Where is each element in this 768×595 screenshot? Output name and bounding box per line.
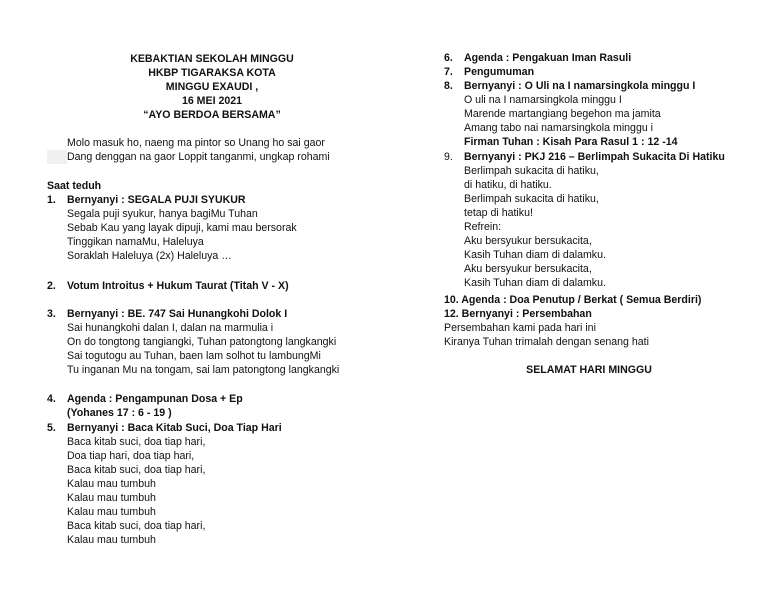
item-number: 7. (444, 66, 453, 78)
highlight-mark (47, 150, 67, 164)
lyric-line: Sai togutogu au Tuhan, baen lam solhot tu lambungMi (67, 350, 321, 362)
lyric-line: Baca kitab suci, doa tiap hari, (67, 464, 206, 476)
lyric-line: Kalau mau tumbuh (67, 506, 156, 518)
item-number: 5. (47, 422, 56, 434)
intro-line: Molo masuk ho, naeng ma pintor so Unang ho sai gaor (67, 137, 325, 149)
firman-tuhan: Firman Tuhan : Kisah Para Rasul 1 : 12 -14 (464, 136, 678, 148)
item-title: Bernyanyi : O Uli na I namarsingkola minggu I (464, 80, 696, 92)
lyric-line: Doa tiap hari, doa tiap hari, (67, 450, 195, 462)
offering-line: Kiranya Tuhan trimalah dengan senang hati (444, 336, 649, 348)
lyric-line: Kasih Tuhan diam di dalamku. (464, 249, 606, 261)
lyric-line: Amang tabo nai namarsingkola minggu i (464, 122, 654, 134)
lyric-line: Tu inganan Mu na tongam, sai lam patongtong langkangki (67, 364, 340, 376)
farewell-text: SELAMAT HARI MINGGU (526, 364, 652, 376)
lyric-line: Aku bersyukur bersukacita, (464, 263, 592, 275)
lyric-line: Kalau mau tumbuh (67, 492, 156, 504)
lyric-line: O uli na I namarsingkola minggu I (464, 94, 622, 106)
lyric-line: Sebab Kau yang layak dipuji, kami mau bersorak (67, 222, 297, 234)
item-number: 4. (47, 393, 56, 405)
item-number: 3. (47, 308, 56, 320)
lyric-line: Berlimpah sukacita di hatiku, (464, 193, 599, 205)
item-title: 12. Bernyanyi : Persembahan (444, 308, 592, 320)
lyric-line: Kalau mau tumbuh (67, 534, 156, 546)
item-title: Agenda : Pengampunan Dosa + Ep (67, 393, 243, 405)
lyric-line: Baca kitab suci, doa tiap hari, (67, 520, 206, 532)
item-number: 6. (444, 52, 453, 64)
header-theme: “AYO BERDOA BERSAMA” (143, 109, 281, 121)
header-church: HKBP TIGARAKSA KOTA (148, 67, 276, 79)
lyric-line: Kasih Tuhan diam di dalamku. (464, 277, 606, 289)
item-title: Bernyanyi : BE. 747 Sai Hunangkohi Dolok I (67, 308, 288, 320)
item-number: 2. (47, 280, 56, 292)
lyric-line: tetap di hatiku! (464, 207, 533, 219)
item-number: 8. (444, 80, 453, 92)
intro-line: Dang denggan na gaor Loppit tanganmi, ungkap rohami (67, 151, 330, 163)
lyric-line: di hatiku, di hatiku. (464, 179, 552, 191)
item-title: Pengumuman (464, 66, 535, 78)
saat-teduh-heading: Saat teduh (47, 180, 102, 192)
item-title: Bernyanyi : PKJ 216 – Berlimpah Sukacita Di Hatiku (464, 151, 725, 163)
scripture-reference: (Yohanes 17 : 6 - 19 ) (67, 407, 172, 419)
lyric-line: Soraklah Haleluya (2x) Haleluya … (67, 250, 232, 262)
lyric-line: Berlimpah sukacita di hatiku, (464, 165, 599, 177)
header-date: 16 MEI 2021 (181, 95, 243, 107)
item-number: 9. (444, 151, 453, 163)
item-title: Votum Introitus + Hukum Taurat (Titah V - X) (67, 280, 289, 292)
item-number: 1. (47, 194, 56, 206)
lyric-line: Segala puji syukur, hanya bagiMu Tuhan (67, 208, 258, 220)
refrain-label: Refrein: (464, 221, 502, 233)
offering-line: Persembahan kami pada hari ini (444, 322, 596, 334)
lyric-line: Kalau mau tumbuh (67, 478, 156, 490)
item-title: Bernyanyi : Baca Kitab Suci, Doa Tiap Hari (67, 422, 282, 434)
item-title: 10. Agenda : Doa Penutup / Berkat ( Semua Berdiri) (444, 294, 702, 306)
item-title: Bernyanyi : SEGALA PUJI SYUKUR (67, 194, 246, 206)
lyric-line: Aku bersyukur bersukacita, (464, 235, 592, 247)
lyric-line: Sai hunangkohi dalan I, dalan na marmulia i (67, 322, 274, 334)
lyric-line: Baca kitab suci, doa tiap hari, (67, 436, 206, 448)
lyric-line: On do tongtong tangiangki, Tuhan patongtong langkangki (67, 336, 337, 348)
header-sunday: MINGGU EXAUDI , (165, 81, 259, 93)
header-title: KEBAKTIAN SEKOLAH MINGGU (130, 53, 294, 65)
item-title: Agenda : Pengakuan Iman Rasuli (464, 52, 632, 64)
lyric-line: Marende martangiang begehon ma jamita (464, 108, 661, 120)
lyric-line: Tinggikan namaMu, Haleluya (67, 236, 204, 248)
